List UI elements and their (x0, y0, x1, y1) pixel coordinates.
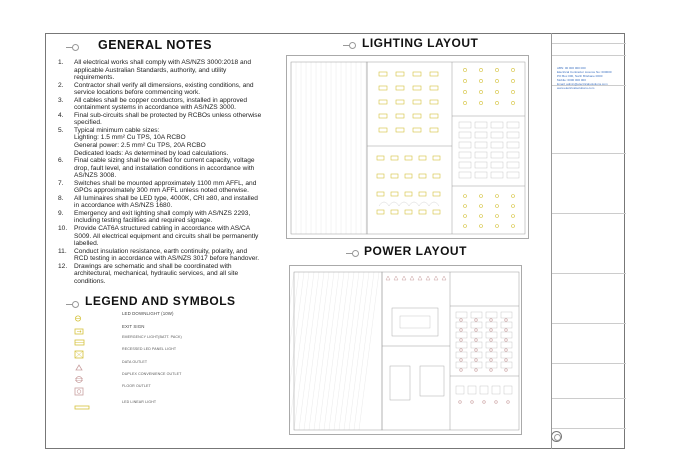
general-notes-list (58, 59, 272, 285)
plan-downlight (463, 90, 466, 93)
plan-desk (501, 332, 512, 338)
plan-light-fixture (430, 114, 438, 118)
plan-power-outlet (471, 401, 474, 404)
plan-circuit-arc (429, 202, 439, 206)
plan-desk (471, 312, 482, 318)
plan-downlight (480, 225, 483, 228)
general-note-line: requirements. (74, 74, 115, 82)
plan-hatch (329, 272, 349, 430)
plan-light-fixture (419, 156, 426, 160)
lighting-plan-drawing (287, 56, 530, 240)
plan-desk (491, 132, 503, 138)
general-note-line: Contractor shall verify all dimensions, existing conditions, and (74, 81, 254, 89)
plan-light-fixture (391, 192, 398, 196)
plan-room-outline (382, 272, 519, 430)
plan-downlight (464, 195, 467, 198)
plan-desk (471, 322, 482, 328)
section-marker-icon (343, 42, 355, 50)
legend-item (74, 346, 274, 356)
plan-light-fixture (430, 72, 438, 76)
legend-item-label: FLOOR OUTLET (122, 384, 151, 388)
legend-item-label: EMERGENCY LIGHT(BATT. PACK) (122, 335, 182, 339)
general-note-item (58, 225, 272, 248)
panel-symbol-icon (74, 346, 90, 355)
legend-title: LEGEND AND SYMBOLS (85, 294, 236, 308)
plan-light-fixture (396, 114, 404, 118)
title-block-line: Email: admin@electricalsolutions.com (557, 82, 608, 86)
floor-symbol-icon (74, 383, 90, 392)
general-note-number: 10. (58, 225, 68, 233)
plan-desk (459, 132, 471, 138)
general-note-number: 8. (58, 194, 64, 202)
legend-item (74, 371, 274, 381)
approval-stamp-icon (551, 431, 562, 442)
plan-power-outlet (460, 359, 463, 362)
general-notes-title: GENERAL NOTES (98, 38, 212, 52)
plan-power-outlet (475, 329, 478, 332)
general-note-number: 7. (58, 179, 64, 187)
legend-item (74, 310, 274, 320)
plan-downlight (463, 101, 466, 104)
general-note-number: 3. (58, 96, 64, 104)
plan-power-outlet (475, 349, 478, 352)
plan-light-fixture (433, 174, 440, 178)
power-layout-plan (289, 265, 522, 435)
plan-downlight (512, 225, 515, 228)
plan-desk (471, 342, 482, 348)
general-note-line: containment systems in accordance with AS/NZS 3000. (74, 104, 236, 112)
plan-desk (459, 152, 471, 158)
legend-item (74, 359, 274, 369)
title-block-line: ABN: 00 000 000 000 (557, 66, 586, 70)
power-plan-drawing (290, 266, 523, 436)
plan-downlight (479, 101, 482, 104)
plan-light-fixture (391, 174, 398, 178)
general-note-item (58, 112, 272, 127)
general-note-number: 11. (58, 247, 67, 255)
general-note-number: 12. (58, 262, 68, 270)
plan-desk (486, 352, 497, 358)
plan-desk (475, 132, 487, 138)
plan-hatch (344, 272, 364, 430)
legend-item-label: RECESSED LED PANEL LIGHT (122, 347, 177, 351)
plan-light-fixture (419, 210, 426, 214)
plan-downlight (479, 90, 482, 93)
general-note-number: 9. (58, 209, 64, 217)
plan-desk (456, 352, 467, 358)
plan-downlight (512, 195, 515, 198)
plan-light-fixture (430, 128, 438, 132)
title-block-text (557, 66, 621, 90)
plan-light-fixture (379, 100, 387, 104)
plan-power-outlet (505, 349, 508, 352)
plan-light-fixture (405, 192, 412, 196)
plan-light-fixture (379, 86, 387, 90)
general-note-number: 5. (58, 126, 64, 134)
plan-hatch (354, 272, 374, 430)
plan-hatch (299, 272, 319, 430)
downlight-symbol-icon (74, 310, 90, 319)
plan-light-fixture (430, 100, 438, 104)
plan-light-fixture (433, 192, 440, 196)
plan-downlight (495, 79, 498, 82)
plan-hatch (339, 272, 359, 430)
plan-desk (475, 122, 487, 128)
lighting-layout-title: LIGHTING LAYOUT (362, 36, 479, 50)
plan-hatch (349, 272, 369, 430)
title-block-line: Mobile: 0000 000 000 (557, 78, 586, 82)
plan-light-fixture (377, 192, 384, 196)
general-note-line: S009. All electrical equipment and circuits shall be permanently (74, 232, 259, 240)
plan-power-outlet (507, 401, 510, 404)
plan-circuit-arc (399, 202, 409, 206)
general-note-line: Dedicated loads: As determined by load calculations. (74, 149, 229, 157)
plan-downlight (495, 68, 498, 71)
plan-data-outlet (434, 276, 438, 280)
general-note-line: General power: 2.5 mm² Cu TPS, 20A RCBO (74, 142, 206, 150)
plan-desk (486, 312, 497, 318)
plan-circuit-arc (419, 202, 429, 206)
general-note-line: All luminaires shall be LED type, 4000K, CRI ≥80, and installed (74, 194, 258, 202)
plan-power-outlet (505, 329, 508, 332)
plan-desk (507, 162, 519, 168)
plan-downlight (479, 68, 482, 71)
legend-item-label: LED DOWNLIGHT (10W) (122, 311, 174, 316)
plan-power-outlet (505, 319, 508, 322)
plan-desk (492, 386, 500, 394)
plan-hatch (290, 272, 309, 430)
plan-circuit-arc (409, 202, 419, 206)
plan-desk (507, 132, 519, 138)
general-note-item (58, 97, 272, 112)
general-note-item (58, 263, 272, 286)
plan-power-outlet (483, 401, 486, 404)
plan-light-fixture (377, 156, 384, 160)
plan-downlight (480, 195, 483, 198)
plan-power-outlet (475, 369, 478, 372)
plan-desk (491, 172, 503, 178)
plan-desk (471, 352, 482, 358)
title-block-line: Electrical Contractor Licence No: 000000 (557, 70, 612, 74)
general-note-line: service locations before commencing work. (74, 89, 201, 97)
plan-hatch (309, 272, 329, 430)
plan-light-fixture (413, 128, 421, 132)
plan-data-outlet (386, 276, 390, 280)
plan-desk (475, 162, 487, 168)
general-note-line: Lighting: 1.5 mm² Cu TPS, 10A RCBO (74, 134, 186, 142)
plan-light-fixture (405, 210, 412, 214)
duplex-symbol-icon (74, 371, 90, 380)
plan-desk (507, 122, 519, 128)
plan-light-fixture (413, 100, 421, 104)
legend-item (74, 323, 274, 333)
plan-power-outlet (490, 339, 493, 342)
plan-light-fixture (396, 72, 404, 76)
plan-desk (468, 386, 476, 394)
plan-light-fixture (379, 128, 387, 132)
plan-data-outlet (410, 276, 414, 280)
plan-desk (459, 122, 471, 128)
legend-item (74, 383, 274, 393)
plan-desk (501, 342, 512, 348)
general-note-line: including testing facilities and required signage. (74, 217, 213, 225)
exit-symbol-icon (74, 323, 90, 332)
general-note-item (58, 248, 272, 263)
plan-light-fixture (391, 156, 398, 160)
plan-hatch (290, 272, 299, 430)
plan-power-outlet (505, 359, 508, 362)
plan-light-fixture (413, 114, 421, 118)
general-note-item (58, 127, 272, 157)
general-note-line: RCD testing in accordance with AS/NZS 3017 before handover. (74, 255, 260, 263)
plan-power-outlet (490, 369, 493, 372)
plan-light-fixture (413, 72, 421, 76)
general-note-line: conditions. (74, 277, 106, 285)
plan-desk (456, 386, 464, 394)
plan-light-fixture (433, 210, 440, 214)
plan-data-outlet (426, 276, 430, 280)
plan-desk (471, 362, 482, 368)
plan-room-outline (291, 62, 367, 234)
plan-light-fixture (377, 210, 384, 214)
general-note-item (58, 157, 272, 180)
plan-hatch (304, 272, 324, 430)
plan-desk (501, 352, 512, 358)
plan-downlight (463, 68, 466, 71)
general-note-line: All cables shall be copper conductors, installed in approved (74, 96, 248, 104)
general-note-line: architectural, mechanical, hydraulic services, and all site (74, 270, 239, 278)
plan-desk (459, 172, 471, 178)
general-note-item (58, 180, 272, 195)
legend-item-label: LED LINEAR LIGHT (122, 400, 157, 404)
general-note-line: labelled. (74, 240, 99, 248)
plan-downlight (480, 205, 483, 208)
plan-downlight (496, 215, 499, 218)
plan-light-fixture (396, 100, 404, 104)
general-note-line: Final sub-circuits shall be protected by RCBOs unless otherwise (74, 111, 262, 119)
plan-desk (501, 362, 512, 368)
plan-downlight (480, 215, 483, 218)
plan-downlight (464, 215, 467, 218)
title-block-strip (551, 33, 625, 449)
general-note-number: 1. (58, 59, 64, 66)
plan-power-outlet (495, 401, 498, 404)
power-layout-title: POWER LAYOUT (364, 244, 467, 258)
plan-desk (486, 332, 497, 338)
plan-table (392, 308, 438, 336)
plan-light-fixture (419, 174, 426, 178)
title-block-line: www.electricalsolutions.com (557, 86, 595, 90)
plan-desk (456, 322, 467, 328)
plan-power-outlet (459, 401, 462, 404)
plan-desk (507, 172, 519, 178)
plan-light-fixture (379, 72, 387, 76)
plan-desk (456, 342, 467, 348)
plan-downlight (511, 68, 514, 71)
plan-table (390, 366, 410, 400)
plan-desk (475, 142, 487, 148)
data-symbol-icon (74, 359, 90, 368)
plan-data-outlet (402, 276, 406, 280)
plan-downlight (463, 79, 466, 82)
general-note-line: in accordance with AS/NZS 1680. (74, 202, 173, 210)
plan-light-fixture (419, 192, 426, 196)
plan-desk (475, 152, 487, 158)
plan-desk (501, 312, 512, 318)
general-note-line: Conduct insulation resistance, earth continuity, polarity, and (74, 247, 248, 255)
plan-light-fixture (391, 210, 398, 214)
general-note-line: Typical minimum cable sizes: (74, 126, 160, 134)
plan-light-fixture (413, 86, 421, 90)
plan-hatch (359, 272, 379, 430)
plan-power-outlet (490, 319, 493, 322)
plan-downlight (512, 215, 515, 218)
general-note-item (58, 210, 272, 225)
general-note-line: Drawings are schematic and shall be coordinated with (74, 262, 232, 270)
plan-light-fixture (405, 156, 412, 160)
legend-item-label: EXIT SIGN (122, 324, 145, 329)
plan-circuit-arc (379, 202, 389, 206)
lighting-layout-plan (286, 55, 529, 239)
plan-data-outlet (442, 276, 446, 280)
plan-downlight (479, 79, 482, 82)
plan-light-fixture (433, 156, 440, 160)
plan-desk (507, 142, 519, 148)
general-note-line: AS/NZS 3008. (74, 172, 117, 180)
plan-downlight (495, 90, 498, 93)
plan-desk (480, 386, 488, 394)
plan-power-outlet (490, 349, 493, 352)
plan-desk (459, 162, 471, 168)
plan-desk (491, 162, 503, 168)
plan-downlight (511, 90, 514, 93)
plan-data-outlet (418, 276, 422, 280)
linear-symbol-icon (74, 399, 90, 408)
general-note-line: Provide CAT6A structured cabling in accordance with AS/CA (74, 225, 251, 233)
plan-table (400, 316, 430, 328)
plan-power-outlet (490, 359, 493, 362)
plan-hatch (324, 272, 344, 430)
plan-power-outlet (460, 369, 463, 372)
plan-desk (507, 152, 519, 158)
plan-desk (486, 342, 497, 348)
legend-item (74, 334, 274, 344)
section-marker-icon (346, 250, 358, 258)
emergency-symbol-icon (74, 334, 90, 343)
legend-item-label: DUPLEX CONVENIENCE OUTLET (122, 372, 182, 376)
general-note-number: 6. (58, 157, 64, 165)
plan-desk (486, 322, 497, 328)
general-note-item (58, 59, 272, 82)
plan-downlight (496, 195, 499, 198)
general-note-line: Switches shall be mounted approximately 1100 mm AFFL, and (74, 179, 257, 187)
section-marker-icon (66, 44, 78, 52)
plan-desk (459, 142, 471, 148)
plan-downlight (495, 101, 498, 104)
plan-light-fixture (405, 174, 412, 178)
plan-desk (471, 332, 482, 338)
plan-downlight (511, 101, 514, 104)
plan-desk (504, 386, 512, 394)
plan-desk (456, 312, 467, 318)
plan-downlight (496, 225, 499, 228)
plan-power-outlet (475, 359, 478, 362)
plan-downlight (512, 205, 515, 208)
plan-downlight (496, 205, 499, 208)
plan-power-outlet (460, 319, 463, 322)
plan-power-outlet (505, 339, 508, 342)
plan-hatch (334, 272, 354, 430)
general-note-line: Final cable sizing shall be verified for current capacity, voltage (74, 157, 255, 165)
plan-desk (475, 172, 487, 178)
plan-light-fixture (377, 174, 384, 178)
plan-desk (456, 362, 467, 368)
plan-power-outlet (460, 329, 463, 332)
plan-power-outlet (490, 329, 493, 332)
general-note-line: applicable Australian Standards, authority, and utility (74, 66, 227, 74)
plan-downlight (464, 205, 467, 208)
plan-data-outlet (394, 276, 398, 280)
general-note-line: specified. (74, 119, 102, 127)
plan-hatch (294, 272, 314, 430)
title-block-line: PO Box 000, North Brisbane 0000 (557, 74, 603, 78)
plan-downlight (464, 225, 467, 228)
plan-light-fixture (396, 86, 404, 90)
plan-circuit-arc (389, 202, 399, 206)
plan-desk (491, 152, 503, 158)
general-note-number: 2. (58, 81, 64, 89)
plan-light-fixture (430, 86, 438, 90)
legend-item (74, 399, 274, 409)
plan-desk (491, 142, 503, 148)
plan-power-outlet (505, 369, 508, 372)
general-note-item (58, 195, 272, 210)
legend-item-label: DATA OUTLET (122, 360, 148, 364)
plan-downlight (511, 79, 514, 82)
plan-light-fixture (379, 114, 387, 118)
general-note-line: GPOs approximately 300 mm AFFL unless noted otherwise. (74, 187, 249, 195)
general-note-number: 4. (58, 111, 64, 119)
plan-light-fixture (396, 128, 404, 132)
plan-power-outlet (460, 339, 463, 342)
plan-hatch (314, 272, 334, 430)
plan-desk (501, 322, 512, 328)
plan-room-outline (420, 366, 444, 396)
plan-hatch (319, 272, 339, 430)
plan-desk (486, 362, 497, 368)
general-note-line: All electrical works shall comply with AS/NZS 3000:2018 and (74, 59, 252, 66)
section-marker-icon (66, 301, 78, 309)
plan-desk (456, 332, 467, 338)
plan-desk (491, 122, 503, 128)
plan-power-outlet (460, 349, 463, 352)
general-note-line: Emergency and exit lighting shall comply with AS/NZS 2293, (74, 209, 251, 217)
plan-power-outlet (475, 319, 478, 322)
general-note-line: drop, fault level, and installation conditions in accordance with (74, 164, 255, 172)
general-note-item (58, 82, 272, 97)
plan-power-outlet (475, 339, 478, 342)
